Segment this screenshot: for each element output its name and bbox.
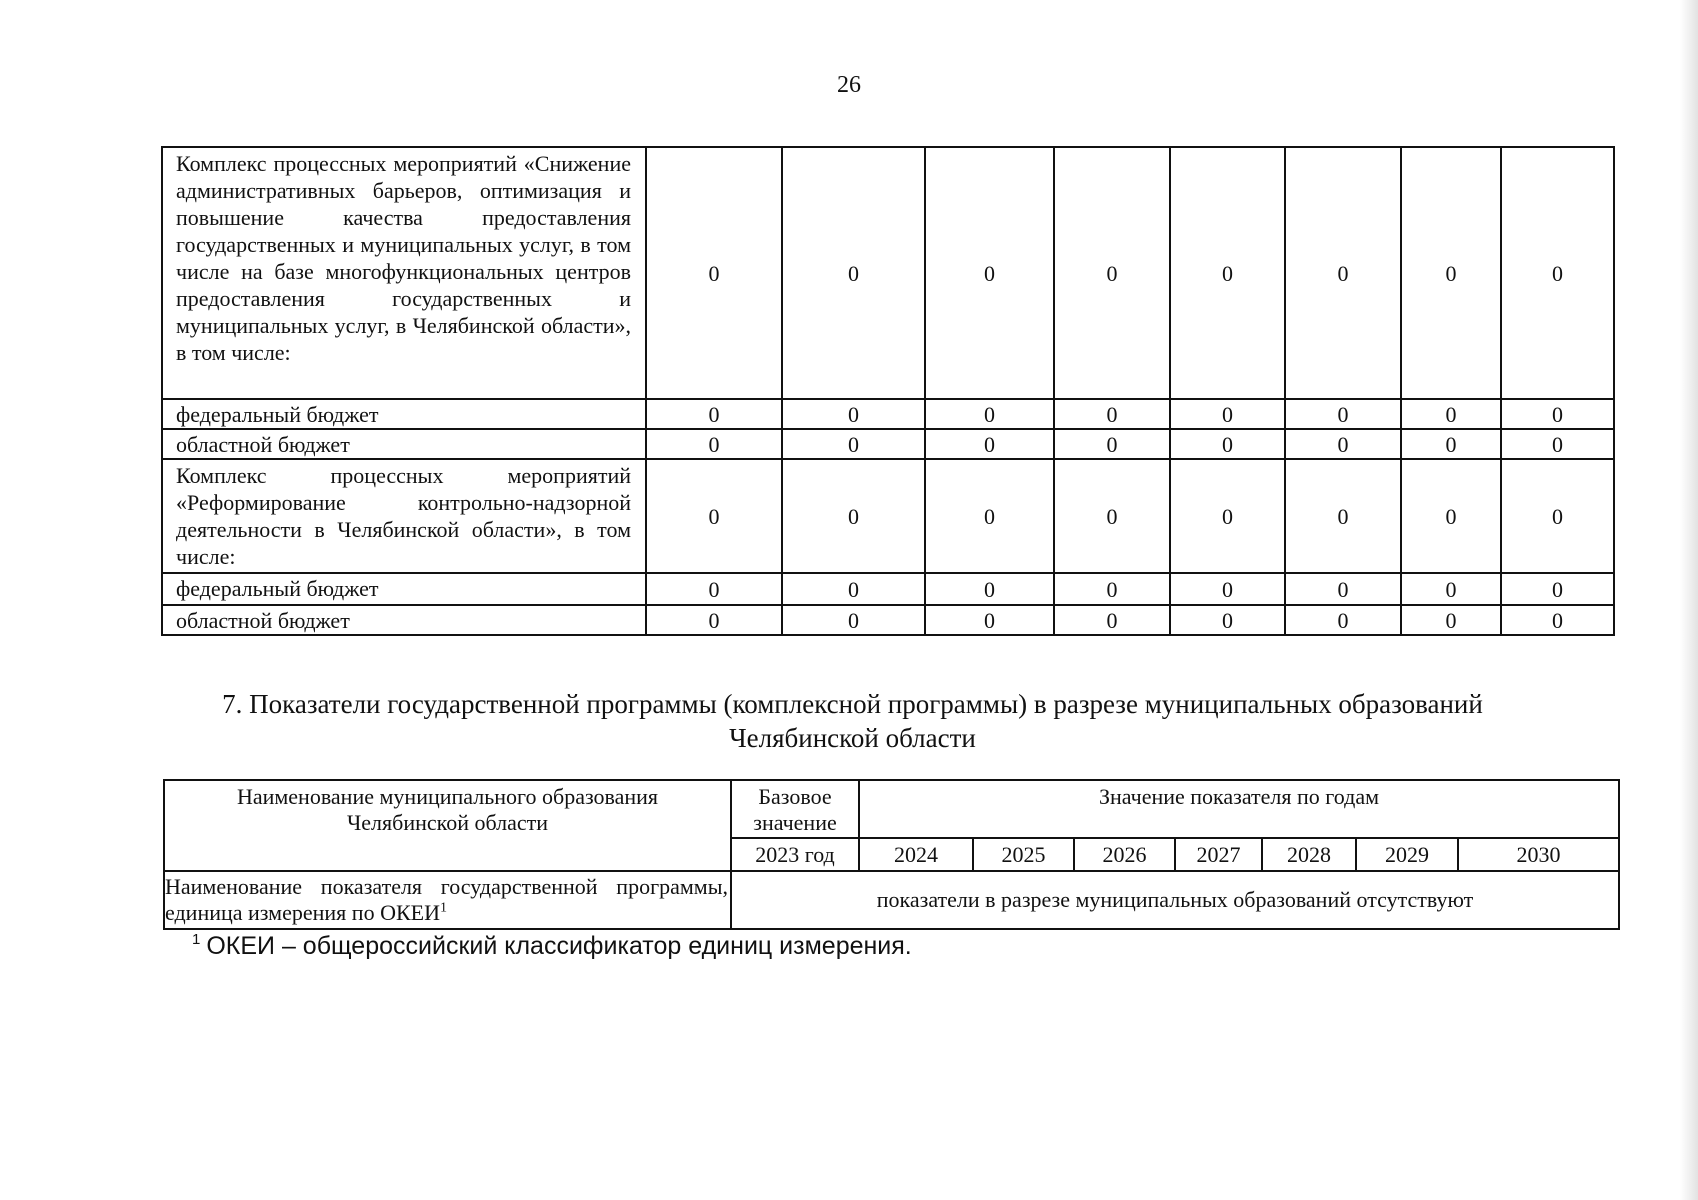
- cell-value: 0: [1054, 605, 1170, 635]
- cell-value: 0: [925, 399, 1054, 429]
- cell-value: 0: [782, 605, 925, 635]
- cell-value: 0: [646, 399, 782, 429]
- cell-value: 0: [925, 605, 1054, 635]
- cell-value: 0: [1054, 399, 1170, 429]
- cell-value: 0: [1501, 429, 1614, 459]
- table-row: [162, 399, 1614, 429]
- cell-value: 0: [1170, 459, 1285, 573]
- cell-value: 0: [1285, 399, 1401, 429]
- cell-value: 0: [782, 147, 925, 399]
- cell-value: 0: [1285, 429, 1401, 459]
- column-header-values-by-year: Значение показателя по годам: [859, 780, 1619, 838]
- cell-value: 0: [1170, 147, 1285, 399]
- row-label: федеральный бюджет: [162, 573, 646, 605]
- cell-value: 0: [646, 459, 782, 573]
- section-title-line: 7. Показатели государственной программы (комплексной программы) в разрезе муниципальных образований: [222, 689, 1483, 719]
- no-indicators-note: показатели в разрезе муниципальных образований отсутствуют: [731, 871, 1619, 929]
- table-row: [162, 459, 1614, 573]
- cell-value: 0: [1501, 605, 1614, 635]
- cell-value: 0: [1501, 573, 1614, 605]
- scan-edge-shadow: [1680, 0, 1698, 1200]
- cell-value: 0: [1054, 429, 1170, 459]
- section-title: [170, 687, 1535, 755]
- table-row: [162, 605, 1614, 635]
- cell-value: 0: [1401, 459, 1501, 573]
- cell-value: 0: [1401, 147, 1501, 399]
- cell-value: 0: [1501, 459, 1614, 573]
- footnote: [192, 932, 912, 961]
- cell-value: 0: [1285, 459, 1401, 573]
- cell-value: 0: [1170, 429, 1285, 459]
- cell-value: 0: [925, 429, 1054, 459]
- row-label: Комплекс процессных мероприятий «Снижение административных барьеров, оптимизация и повышение качества предоставления государственных и муниципальных услуг, в том числе на базе многофункциональных центров предоставления государственных и муниципальных услуг, в Челябинской области», в том числе:: [162, 147, 646, 399]
- column-header-municipality: Наименование муниципального образования Челябинской области: [164, 780, 731, 871]
- finance-table: [161, 146, 1615, 636]
- cell-value: 0: [1170, 399, 1285, 429]
- cell-value: 0: [925, 459, 1054, 573]
- column-header-year: 2029: [1356, 838, 1458, 871]
- page-number: 26: [837, 72, 861, 98]
- cell-value: 0: [925, 147, 1054, 399]
- cell-value: 0: [1054, 147, 1170, 399]
- cell-value: 0: [646, 147, 782, 399]
- column-header-base-year: 2023 год: [731, 838, 859, 871]
- column-header-base-value: Базовое значение: [731, 780, 859, 838]
- cell-value: 0: [782, 429, 925, 459]
- cell-value: 0: [782, 459, 925, 573]
- section-title-line: Челябинской области: [729, 723, 976, 753]
- table-row: [162, 429, 1614, 459]
- row-label: федеральный бюджет: [162, 399, 646, 429]
- indicators-table: [163, 779, 1620, 930]
- column-header-year: 2026: [1074, 838, 1175, 871]
- column-header-year: 2025: [973, 838, 1074, 871]
- cell-value: 0: [1401, 573, 1501, 605]
- header-row: [164, 780, 1619, 838]
- cell-value: 0: [1501, 147, 1614, 399]
- footnote-mark: 1: [439, 900, 447, 916]
- table-row: [164, 871, 1619, 929]
- cell-value: 0: [1401, 605, 1501, 635]
- cell-value: 0: [1054, 573, 1170, 605]
- cell-value: 0: [646, 605, 782, 635]
- cell-value: 0: [646, 573, 782, 605]
- cell-value: 0: [646, 429, 782, 459]
- table-row: [162, 147, 1614, 399]
- row-label: Комплекс процессных мероприятий «Реформирование контрольно-надзорной деятельности в Челябинской области», в том числе:: [162, 459, 646, 573]
- cell-value: 0: [925, 573, 1054, 605]
- cell-value: 0: [1285, 147, 1401, 399]
- cell-value: 0: [1501, 399, 1614, 429]
- row-label: областной бюджет: [162, 429, 646, 459]
- cell-value: 0: [1401, 429, 1501, 459]
- cell-value: 0: [1170, 605, 1285, 635]
- footnote-mark: 1: [192, 931, 201, 948]
- column-header-year: 2028: [1262, 838, 1356, 871]
- row-label: областной бюджет: [162, 605, 646, 635]
- cell-value: 0: [1285, 605, 1401, 635]
- column-header-year: 2024: [859, 838, 973, 871]
- footnote-text: ОКЕИ – общероссийский классификатор единиц измерения.: [206, 932, 912, 960]
- cell-value: 0: [782, 573, 925, 605]
- indicator-name-cell: [164, 871, 731, 929]
- indicator-name: Наименование показателя государственной программы, единица измерения по ОКЕИ: [165, 874, 728, 925]
- cell-value: 0: [1170, 573, 1285, 605]
- cell-value: 0: [1285, 573, 1401, 605]
- column-header-year: 2027: [1175, 838, 1262, 871]
- cell-value: 0: [782, 399, 925, 429]
- cell-value: 0: [1054, 459, 1170, 573]
- column-header-year: 2030: [1458, 838, 1619, 871]
- table-row: [162, 573, 1614, 605]
- cell-value: 0: [1401, 399, 1501, 429]
